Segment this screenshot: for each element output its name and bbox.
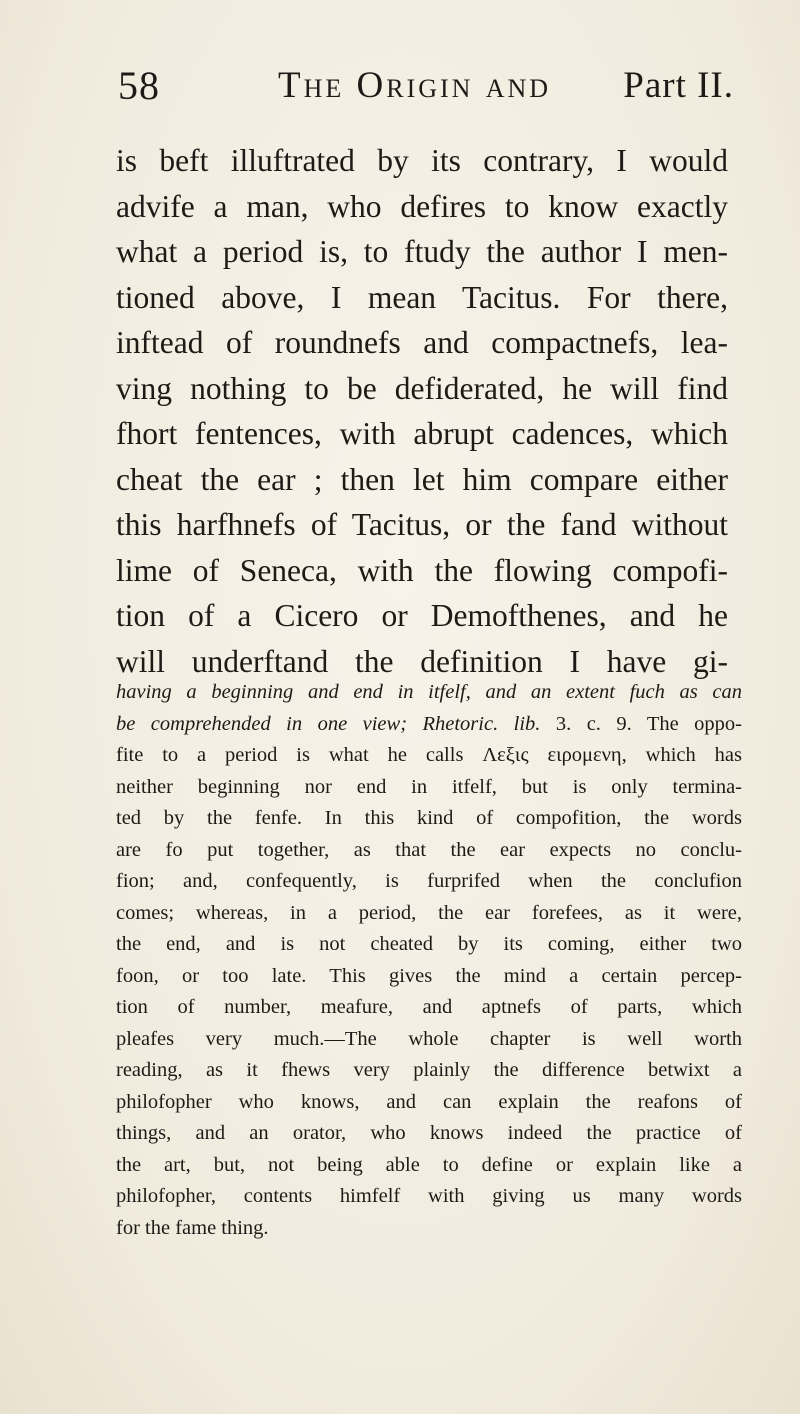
text-line: advife a man, who defires to know exactly [116,188,728,224]
footnote-line: things, and an orator, who knows indeed the practice of [116,1122,742,1144]
footnote-line: fite to a period is what he calls Λεξις ειρομενη, which has [116,744,742,766]
footnote [116,677,742,1244]
footnote-line: reading, as it fhews very plainly the difference betwixt a [116,1059,742,1081]
footnote-line: pleafes very much.—The whole chapter is well worth [116,1027,742,1050]
page-header [118,62,750,122]
main-text [116,138,728,684]
part-label: Part II. [623,65,734,106]
footnote-line: for the fame thing. [116,1216,269,1239]
footnote-text: 3. c. 9. The oppo- [540,712,742,735]
text-line: tioned above, I mean Tacitus. For there, [116,279,728,315]
text-line: fhort fentences, with abrupt cadences, which [116,416,728,451]
footnote-line: philofopher who knows, and can explain the reafons of [116,1090,742,1113]
footnote-line: are fo put together, as that the ear expects no conclu- [116,838,742,861]
footnote-line: foon, or too late. This gives the mind a certain percep- [116,964,742,987]
footnote-line: neither beginning nor end in itfelf, but is only termina- [116,775,742,798]
footnote-line [116,709,742,741]
text-line: lime of Seneca, with the flowing compofi- [116,552,728,588]
text-line: ving nothing to be defiderated, he will find [116,370,728,406]
footnote-line: comes; whereas, in a period, the ear forefees, as it were, [116,901,742,924]
text-line: tion of a Cicero or Demofthenes, and he [116,598,728,633]
text-line: inftead of roundnefs and compactnefs, lea- [116,325,728,360]
footnote-line: ted by the fenfe. In this kind of compofition, the words [116,807,742,829]
page-number: 58 [118,63,160,108]
footnote-line: philofopher, contents himfelf with giving us many words [116,1185,742,1207]
text-line: is beft illuftrated by its contrary, I would [116,143,728,178]
text-line: what a period is, to ftudy the author I men- [116,234,728,269]
footnote-line: having a beginning and end in itfelf, and an extent fuch as can [116,681,742,703]
text-line: will underftand the definition I have gi- [116,643,728,679]
text-line: this harfhnefs of Tacitus, or the fand without [116,507,728,542]
footnote-line: fion; and, confequently, is furprifed when the conclufion [116,870,742,892]
running-title: The Origin and [278,65,552,106]
footnote-line: the art, but, not being able to define or explain like a [116,1153,742,1176]
footnote-line: tion of number, meafure, and aptnefs of parts, which [116,996,742,1018]
text-line: cheat the ear ; then let him compare either [116,461,728,497]
footnote-line: the end, and is not cheated by its coming, either two [116,933,742,955]
footnote-italic-text: be comprehended in one view; Rhetoric. lib. [116,712,541,735]
